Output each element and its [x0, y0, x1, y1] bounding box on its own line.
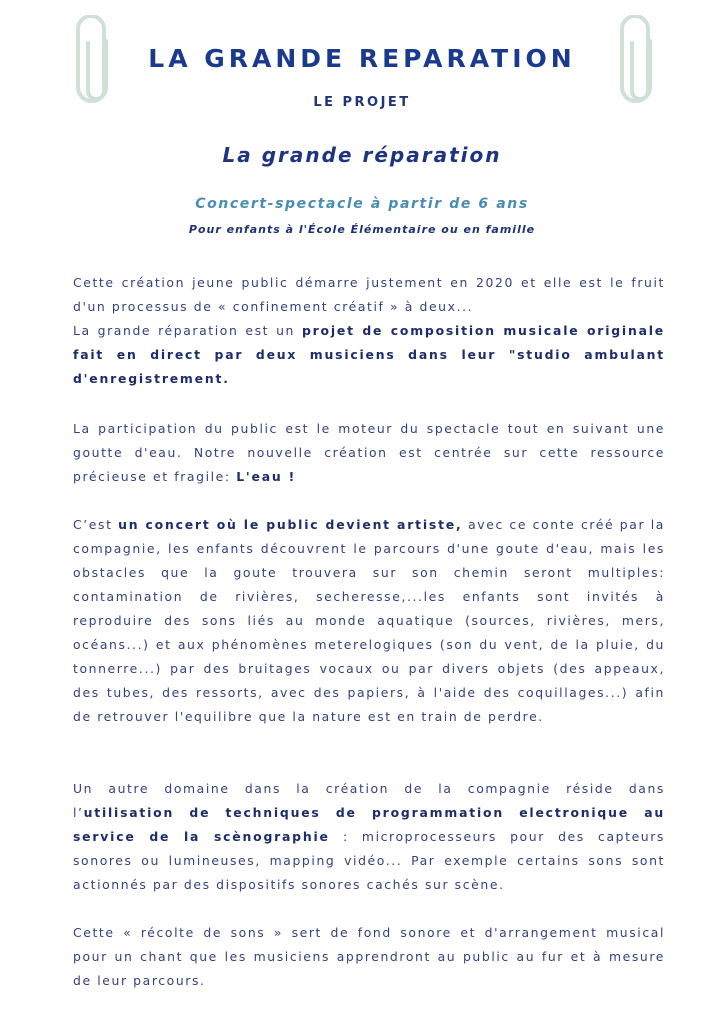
paragraph-participation — [73, 417, 665, 489]
paragraph-technology-text: : microprocesseurs pour des capteurs sonores ou lumineuses, mapping vidéo... Par exemple certains sons sont actionnés par des dispositifs sonores cachés sur scène. — [73, 829, 665, 892]
tagline: Concert-spectacle à partir de 6 ans — [195, 196, 529, 212]
paragraph-concert-text: avec ce conte créé par la compagnie, les enfants découvrent le parcours d'une goute d'eau, mais les obstacles que la goute trouvera sur son chemin seront multiples: contamination de rivières, secheresse,...les enfants sont invités à reproduire des sons liés au monde aquatique (sources, rivières, mers, océans...) et aux phénomènes meterelogiques (son du vent, de la pluie, du tonnerre...) par des bruitages vocaux ou par divers objets (des appeaux, des tubes, des ressorts, avec des papiers, à l'aide des coquillages...) afin de retrouver l'equilibre que la nature est en train de perdre. — [73, 517, 665, 724]
paragraph-intro-bold: projet de composition musicale originale fait en direct par deux musiciens dans leur "studio ambulant d'enregistrement. — [73, 323, 665, 386]
audience-note: Pour enfants à l'École Élémentaire ou en famille — [188, 223, 536, 236]
paragraph-concert — [73, 513, 665, 729]
paragraph-intro-lead: La grande réparation est un — [73, 323, 302, 338]
paragraph-technology-lead: Un autre domaine dans la création de la compagnie réside dans l’ — [73, 781, 665, 820]
paragraph-harvest-text: Cette « récolte de sons » sert de fond sonore et d'arrangement musical pour un chant que les musiciens apprendront au public au fur et à mesure de leur parcours. — [73, 925, 665, 988]
paragraph-technology-bold: utilisation de techniques de programmation electronique au service de la scènographie — [73, 805, 665, 844]
paragraph-harvest — [73, 921, 665, 993]
paragraph-intro-text: Cette création jeune public démarre justement en 2020 et elle est le fruit d'un processus de « confinement créatif » à deux... — [73, 275, 665, 314]
paragraph-concert-lead: C’est — [73, 517, 119, 532]
page-title: LA GRANDE REPARATION — [148, 44, 576, 73]
paragraph-technology — [73, 777, 665, 897]
paragraph-intro — [73, 271, 665, 391]
paragraph-concert-bold: un concert où le public devient artiste, — [118, 517, 463, 532]
show-title: La grande réparation — [222, 143, 502, 167]
section-heading: LE PROJET — [313, 95, 411, 110]
paragraph-participation-bold: L'eau ! — [236, 469, 297, 484]
paragraph-participation-text: La participation du public est le moteur du spectacle tout en suivant une goutte d'eau. Notre nouvelle création est centrée sur cette ressource précieuse et fragile: — [73, 421, 665, 484]
